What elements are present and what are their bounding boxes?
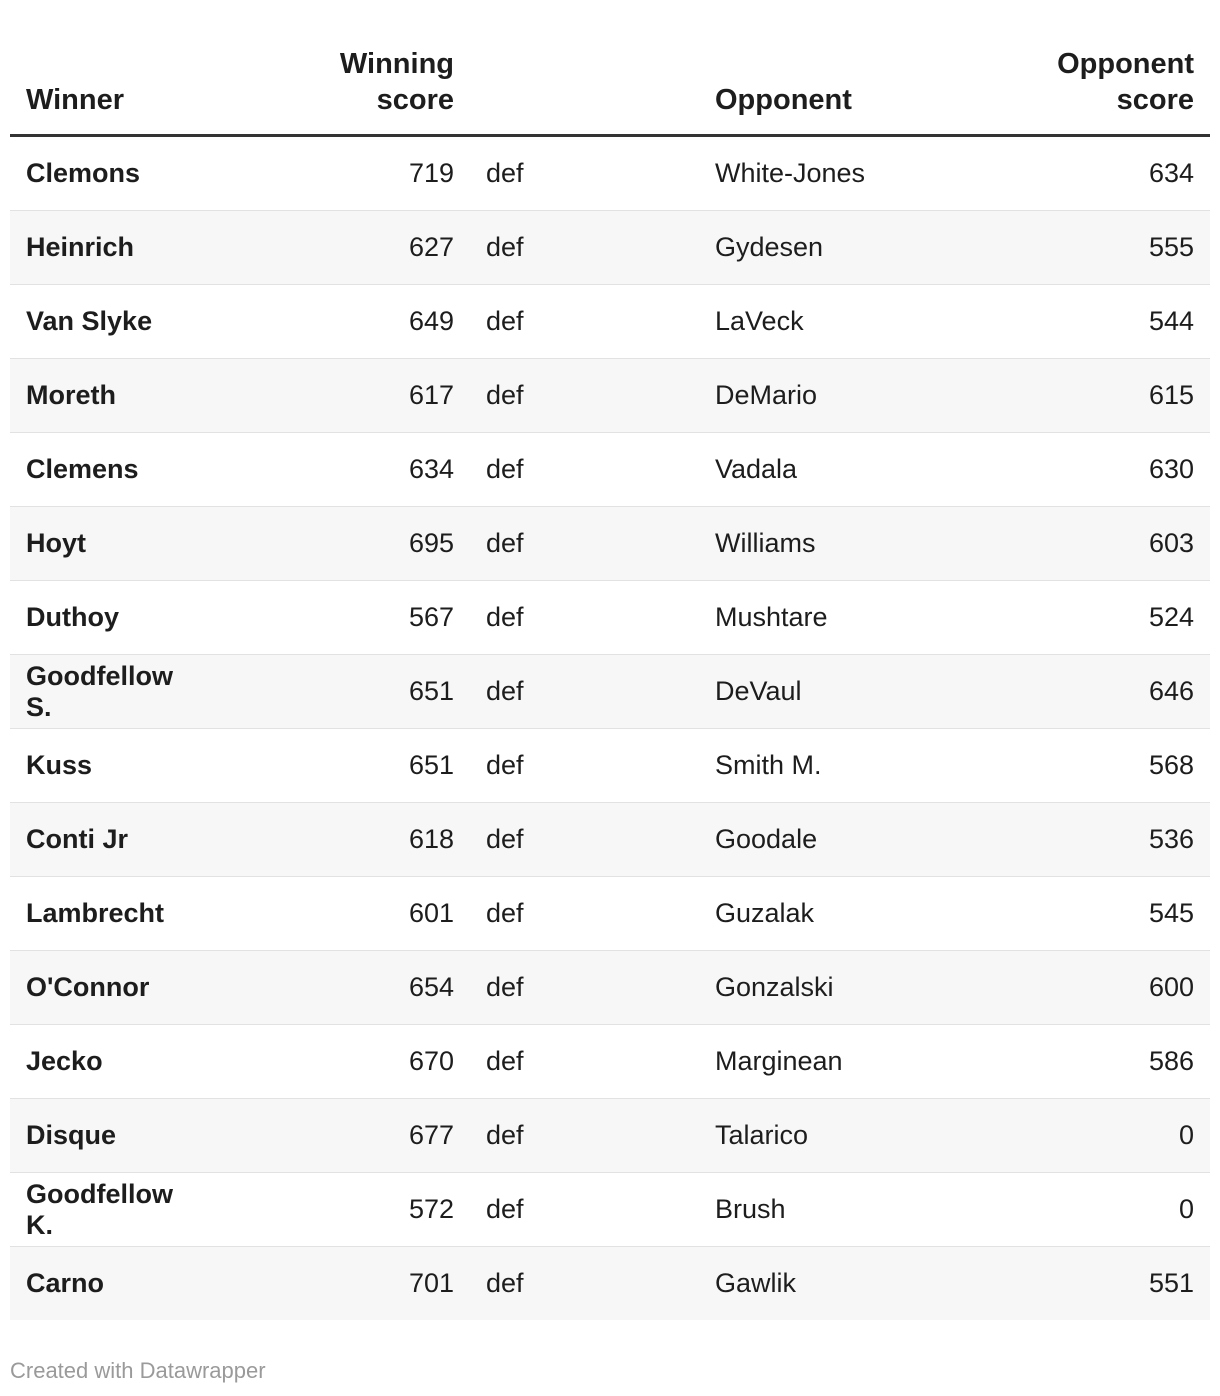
- table-row: [10, 359, 1210, 433]
- cell-winning-score: 567: [210, 581, 470, 655]
- cell-opponent-score: 551: [949, 1247, 1210, 1321]
- cell-winner: Lambrecht: [10, 877, 210, 951]
- table-row: [10, 729, 1210, 803]
- table-row: [10, 655, 1210, 729]
- header-winning-score-line2: score: [376, 84, 454, 116]
- cell-winning-score: 695: [210, 507, 470, 581]
- cell-winning-score: 572: [210, 1173, 470, 1247]
- table-body: [10, 136, 1210, 1321]
- cell-winner: Goodfellow K.: [10, 1173, 210, 1247]
- cell-opponent: Guzalak: [699, 877, 949, 951]
- cell-result: def: [470, 433, 699, 507]
- cell-opponent: Gydesen: [699, 211, 949, 285]
- cell-opponent: Goodale: [699, 803, 949, 877]
- header-opponent: [699, 42, 949, 136]
- cell-opponent-score: 0: [949, 1173, 1210, 1247]
- cell-winner: Heinrich: [10, 211, 210, 285]
- results-table-container: [10, 42, 1210, 1320]
- cell-winning-score: 627: [210, 211, 470, 285]
- cell-winning-score: 677: [210, 1099, 470, 1173]
- cell-result: def: [470, 285, 699, 359]
- cell-opponent-score: 600: [949, 951, 1210, 1025]
- cell-opponent: DeMario: [699, 359, 949, 433]
- table-row: [10, 1247, 1210, 1321]
- cell-result: def: [470, 1173, 699, 1247]
- cell-winner: O'Connor: [10, 951, 210, 1025]
- cell-result: def: [470, 359, 699, 433]
- cell-winner: Jecko: [10, 1025, 210, 1099]
- cell-winner: Disque: [10, 1099, 210, 1173]
- cell-opponent-score: 646: [949, 655, 1210, 729]
- cell-result: def: [470, 877, 699, 951]
- header-result: [470, 42, 699, 136]
- cell-opponent-score: 586: [949, 1025, 1210, 1099]
- cell-winner: Clemons: [10, 136, 210, 211]
- cell-winner: Duthoy: [10, 581, 210, 655]
- table-row: [10, 803, 1210, 877]
- cell-winning-score: 618: [210, 803, 470, 877]
- table-row: [10, 285, 1210, 359]
- cell-opponent: Vadala: [699, 433, 949, 507]
- table-row: [10, 877, 1210, 951]
- cell-result: def: [470, 1099, 699, 1173]
- cell-winner: Van Slyke: [10, 285, 210, 359]
- table-row: [10, 1099, 1210, 1173]
- cell-result: def: [470, 1247, 699, 1321]
- cell-winning-score: 719: [210, 136, 470, 211]
- cell-opponent: DeVaul: [699, 655, 949, 729]
- cell-opponent: White-Jones: [699, 136, 949, 211]
- cell-result: def: [470, 211, 699, 285]
- header-winner: [10, 42, 210, 136]
- datawrapper-credit: Created with Datawrapper: [10, 1358, 266, 1383]
- header-winning-score: [210, 42, 470, 136]
- header-row: [10, 42, 1210, 136]
- cell-opponent: Mushtare: [699, 581, 949, 655]
- table-row: [10, 507, 1210, 581]
- cell-opponent: Talarico: [699, 1099, 949, 1173]
- cell-opponent-score: 0: [949, 1099, 1210, 1173]
- header-opponent-score-line1: Opponent: [1057, 48, 1194, 80]
- header-opponent-label: Opponent: [715, 84, 852, 116]
- table-row: [10, 581, 1210, 655]
- cell-winning-score: 651: [210, 655, 470, 729]
- cell-result: def: [470, 729, 699, 803]
- table-header: [10, 42, 1210, 136]
- cell-winner: Clemens: [10, 433, 210, 507]
- cell-opponent: Williams: [699, 507, 949, 581]
- cell-winner: Conti Jr: [10, 803, 210, 877]
- table-row: [10, 136, 1210, 211]
- cell-winning-score: 651: [210, 729, 470, 803]
- cell-winning-score: 634: [210, 433, 470, 507]
- table-row: [10, 211, 1210, 285]
- header-winning-score-line1: Winning: [339, 48, 454, 80]
- results-table: [10, 42, 1210, 1320]
- cell-opponent-score: 634: [949, 136, 1210, 211]
- cell-opponent-score: 603: [949, 507, 1210, 581]
- cell-winner: Moreth: [10, 359, 210, 433]
- table-row: [10, 951, 1210, 1025]
- cell-result: def: [470, 655, 699, 729]
- cell-opponent-score: 524: [949, 581, 1210, 655]
- cell-winning-score: 670: [210, 1025, 470, 1099]
- cell-winner: Carno: [10, 1247, 210, 1321]
- cell-opponent: Brush: [699, 1173, 949, 1247]
- cell-result: def: [470, 803, 699, 877]
- cell-opponent: Gawlik: [699, 1247, 949, 1321]
- cell-opponent-score: 544: [949, 285, 1210, 359]
- cell-result: def: [470, 581, 699, 655]
- cell-opponent-score: 568: [949, 729, 1210, 803]
- cell-opponent: LaVeck: [699, 285, 949, 359]
- cell-opponent-score: 615: [949, 359, 1210, 433]
- table-row: [10, 1173, 1210, 1247]
- cell-winning-score: 601: [210, 877, 470, 951]
- cell-opponent: Smith M.: [699, 729, 949, 803]
- cell-opponent-score: 545: [949, 877, 1210, 951]
- cell-opponent: Marginean: [699, 1025, 949, 1099]
- cell-result: def: [470, 951, 699, 1025]
- header-winner-label: Winner: [26, 84, 125, 116]
- cell-result: def: [470, 136, 699, 211]
- cell-winner: Hoyt: [10, 507, 210, 581]
- cell-opponent-score: 630: [949, 433, 1210, 507]
- table-row: [10, 1025, 1210, 1099]
- cell-opponent-score: 555: [949, 211, 1210, 285]
- cell-opponent: Gonzalski: [699, 951, 949, 1025]
- header-opponent-score: [949, 42, 1210, 136]
- cell-result: def: [470, 507, 699, 581]
- cell-winning-score: 654: [210, 951, 470, 1025]
- cell-winning-score: 649: [210, 285, 470, 359]
- header-opponent-score-line2: score: [1116, 84, 1194, 116]
- cell-winner: Kuss: [10, 729, 210, 803]
- cell-winning-score: 701: [210, 1247, 470, 1321]
- cell-opponent-score: 536: [949, 803, 1210, 877]
- cell-winner: Goodfellow S.: [10, 655, 210, 729]
- cell-result: def: [470, 1025, 699, 1099]
- cell-winning-score: 617: [210, 359, 470, 433]
- table-row: [10, 433, 1210, 507]
